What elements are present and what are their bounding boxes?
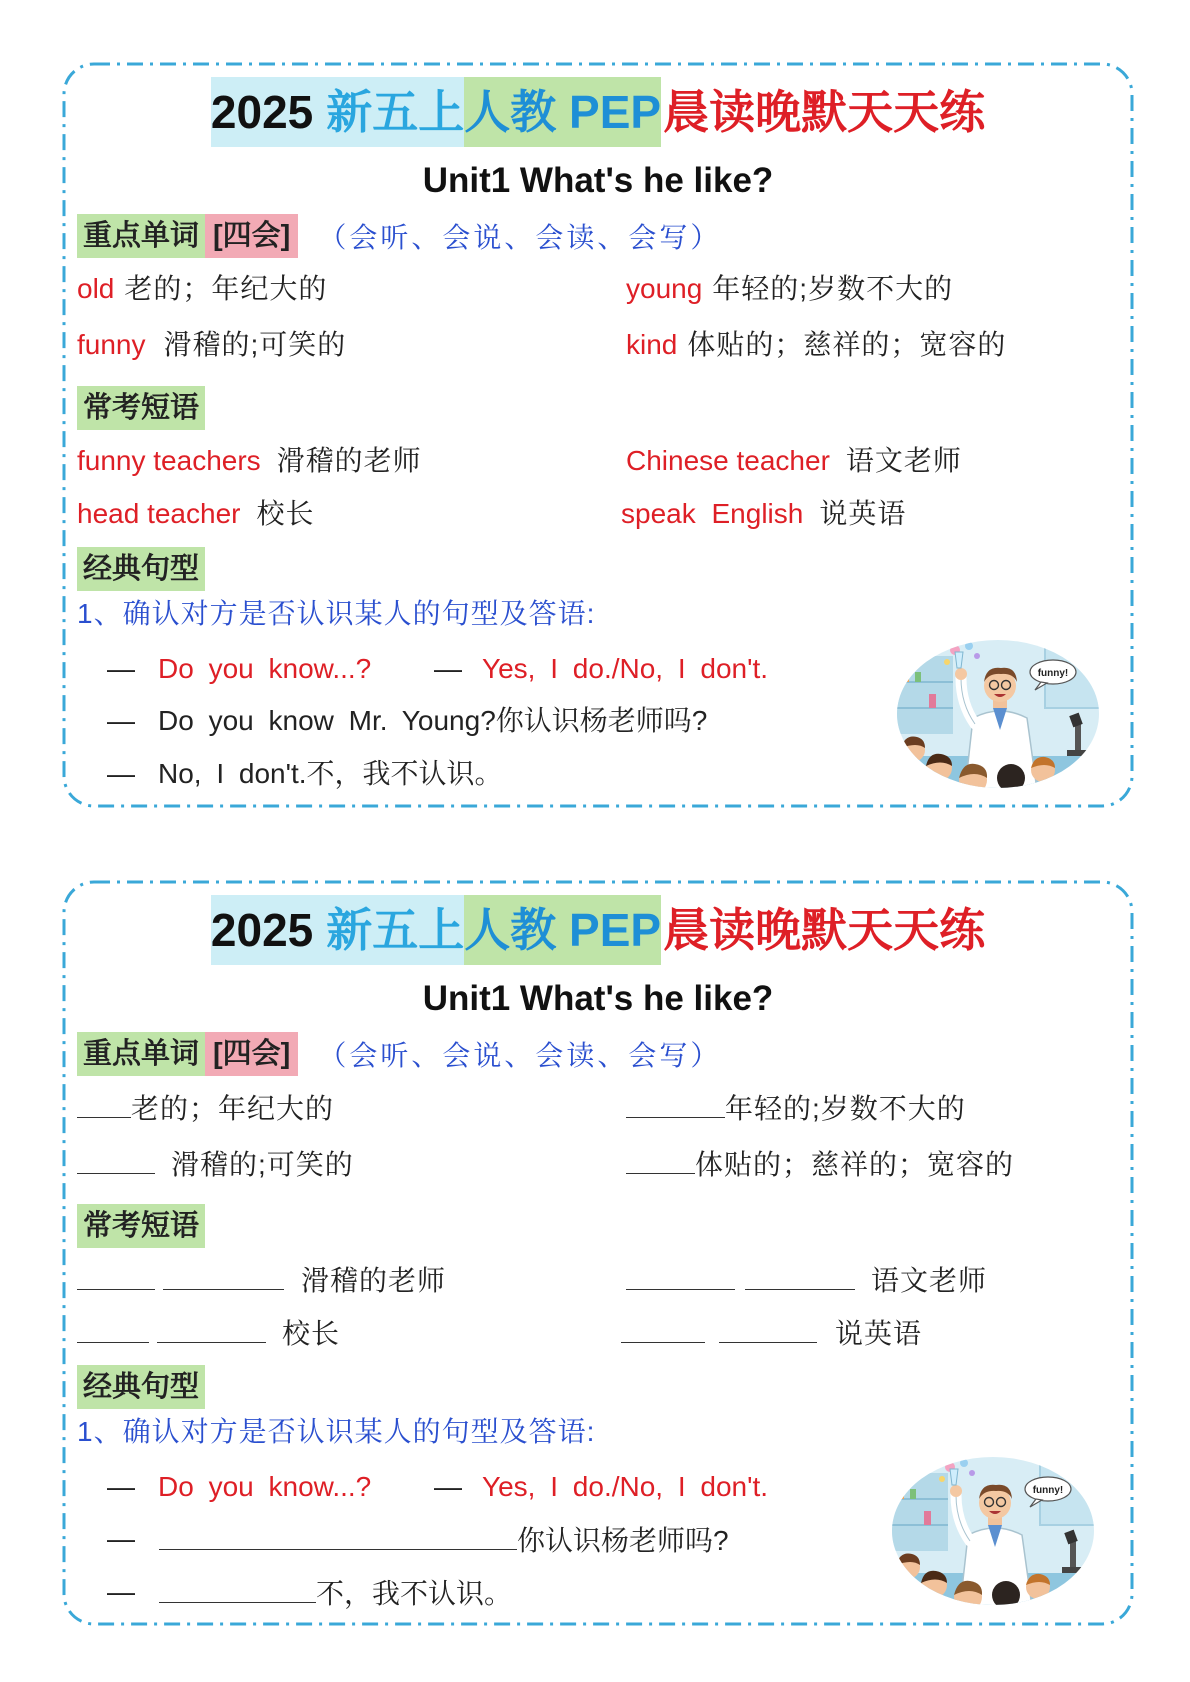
word-item <box>77 325 346 365</box>
title-slogan: 晨读晚默天天练 <box>663 86 986 138</box>
teacher-illustration <box>895 638 1101 790</box>
words-tag: [四会] <box>205 214 298 258</box>
patterns-label: 经典句型 <box>77 547 205 591</box>
phrase-zh: 校长 <box>282 1318 341 1349</box>
word-zh: 体贴的；慈祥的；宽容的 <box>687 329 1007 360</box>
dialogue-zh: 不，我不认识。 <box>306 758 503 789</box>
bubble-text: funny! <box>1032 1485 1064 1496</box>
phrase-en: Chinese teacher <box>626 445 830 476</box>
answer-blank <box>77 1312 149 1343</box>
words-note: （会听、会说、会读、会写） <box>318 222 722 253</box>
dialogue-en: No, I don't. <box>158 758 307 789</box>
title-year: 2025 <box>210 904 314 956</box>
word-zh: 体贴的；慈祥的；宽容的 <box>695 1149 1015 1180</box>
pattern-title: 1、确认对方是否认识某人的句型及答语: <box>77 598 596 629</box>
title-highlight <box>211 77 464 147</box>
dialogue-dash: — <box>107 705 135 736</box>
bubble-text: funny! <box>1037 668 1069 679</box>
dialogue-line <box>158 701 707 741</box>
pattern-answer: Yes, I do./No, I don't. <box>482 653 769 684</box>
word-en: old <box>77 273 115 304</box>
patterns-section-header <box>77 547 205 591</box>
answer-blank <box>77 1087 131 1118</box>
patterns-label: 经典句型 <box>77 1365 205 1409</box>
phrase-item <box>77 494 314 534</box>
words-tag: [四会] <box>205 1032 298 1076</box>
phrases-label: 常考短语 <box>77 1204 205 1248</box>
dialogue-dash: — <box>434 653 462 684</box>
lab-shelf <box>895 656 953 734</box>
answer-blank <box>745 1259 855 1290</box>
reading-card <box>62 62 1134 808</box>
dialogue-line <box>158 754 503 794</box>
title-year: 2025 <box>210 86 314 138</box>
words-section-header <box>77 214 721 258</box>
word-zh: 年轻的;岁数不大的 <box>725 1093 966 1124</box>
answer-blank <box>159 1519 517 1550</box>
dialogue-dash: — <box>107 1523 135 1554</box>
word-item <box>626 1087 966 1127</box>
answer-blank <box>626 1143 695 1174</box>
dialogue-dash: — <box>107 1471 135 1502</box>
dialogue-dash: — <box>434 1471 462 1502</box>
answer-blank <box>626 1087 725 1118</box>
unit-title: Unit1 What's he like? <box>422 161 774 200</box>
phrase-item <box>621 494 906 534</box>
dialogue-line <box>159 1519 729 1559</box>
title-publisher: 人教 PEP <box>464 77 661 147</box>
dialogue-dash: — <box>107 758 135 789</box>
word-item <box>77 269 327 309</box>
title-grade: 新五上 <box>326 904 465 956</box>
word-zh: 老的；年纪大的 <box>124 273 328 304</box>
phrase-en: funny teachers <box>77 445 261 476</box>
words-label: 重点单词 <box>77 214 205 258</box>
dialogue-dash: — <box>107 1576 135 1607</box>
phrase-item <box>626 441 962 481</box>
phrase-zh: 说英语 <box>819 498 907 529</box>
phrase-zh: 语文老师 <box>871 1265 988 1296</box>
word-item <box>77 1143 354 1183</box>
lab-shelf <box>890 1473 948 1551</box>
phrase-zh: 滑稽的老师 <box>301 1265 447 1296</box>
word-zh: 滑稽的;可笑的 <box>171 1149 354 1180</box>
answer-blank <box>626 1259 735 1290</box>
word-item <box>626 1143 1014 1183</box>
phrase-zh: 语文老师 <box>845 445 962 476</box>
answer-blank <box>621 1312 705 1343</box>
phrase-item <box>621 1312 922 1352</box>
word-item <box>77 1087 334 1127</box>
pattern-question: Do you know...? <box>158 653 372 684</box>
word-item <box>626 269 953 309</box>
phrases-section-header <box>77 386 205 430</box>
word-zh: 年轻的;岁数不大的 <box>712 273 954 304</box>
word-en: funny <box>77 329 146 360</box>
phrase-zh: 说英语 <box>835 1318 923 1349</box>
dialogue-dash: — <box>107 653 135 684</box>
phrase-en: head teacher <box>77 498 241 529</box>
title-slogan: 晨读晚默天天练 <box>663 904 986 956</box>
phrase-item <box>77 1259 446 1299</box>
phrase-item <box>77 1312 340 1352</box>
phrases-label: 常考短语 <box>77 386 205 430</box>
word-zh: 滑稽的;可笑的 <box>163 329 347 360</box>
word-en: kind <box>626 329 678 360</box>
dialogue-line <box>159 1572 512 1612</box>
word-zh: 老的；年纪大的 <box>131 1093 335 1124</box>
dialogue-zh: 你认识杨老师吗? <box>495 705 708 736</box>
pattern-title: 1、确认对方是否认识某人的句型及答语: <box>77 1416 596 1447</box>
teacher-illustration <box>890 1455 1096 1607</box>
title-grade: 新五上 <box>326 86 465 138</box>
unit-title: Unit1 What's he like? <box>422 979 774 1018</box>
title-publisher: 人教 PEP <box>464 895 661 965</box>
dialogue-zh: 你认识杨老师吗? <box>517 1525 729 1556</box>
answer-blank <box>157 1312 266 1343</box>
word-item <box>626 325 1006 365</box>
word-en: young <box>626 273 703 304</box>
answer-blank <box>163 1259 284 1290</box>
answer-blank <box>159 1572 316 1603</box>
pattern-answer: Yes, I do./No, I don't. <box>482 1471 769 1502</box>
worksheet-title <box>62 895 1134 965</box>
pattern-question: Do you know...? <box>158 1471 372 1502</box>
title-highlight <box>211 895 464 965</box>
phrase-item <box>626 1259 987 1299</box>
phrase-en: speak English <box>621 498 804 529</box>
worksheet-title <box>62 77 1134 147</box>
patterns-section-header <box>77 1365 205 1409</box>
phrases-section-header <box>77 1204 205 1248</box>
dialogue-en: Do you know Mr. Young? <box>158 705 496 736</box>
dialogue-zh: 不，我不认识。 <box>316 1578 513 1609</box>
answer-blank <box>77 1259 155 1290</box>
answer-blank <box>77 1143 155 1174</box>
phrase-item <box>77 441 422 481</box>
phrase-zh: 滑稽的老师 <box>276 445 422 476</box>
phrase-zh: 校长 <box>256 498 315 529</box>
answer-blank <box>719 1312 817 1343</box>
words-section-header <box>77 1032 721 1076</box>
dictation-card <box>62 880 1134 1626</box>
words-label: 重点单词 <box>77 1032 205 1076</box>
words-note: （会听、会说、会读、会写） <box>318 1040 722 1071</box>
